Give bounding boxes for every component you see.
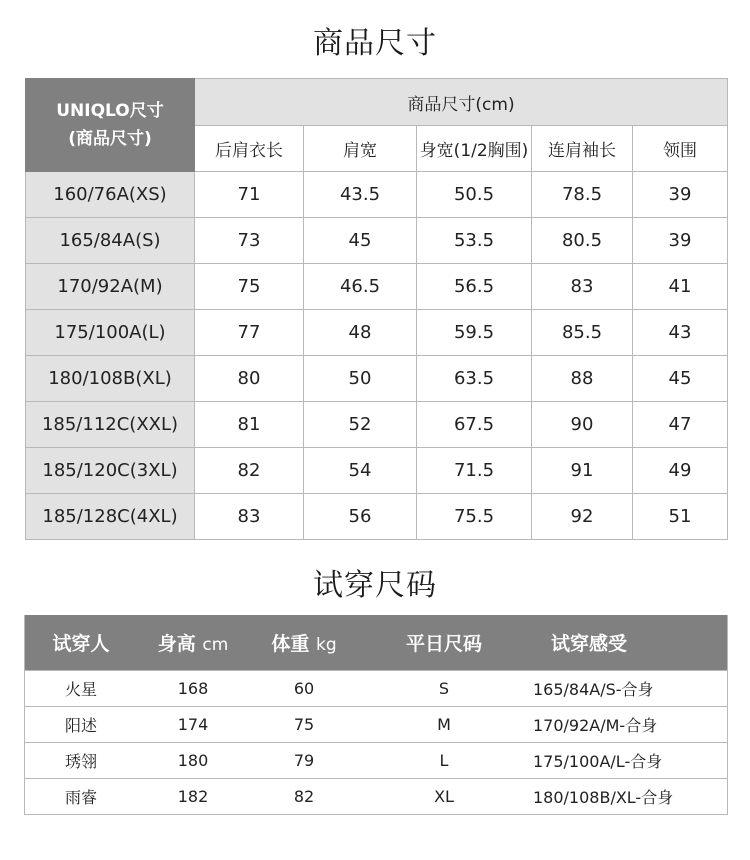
measurement-cell: 52 [304,402,417,448]
measurement-cell: 75 [195,264,304,310]
try-on-person: 琇翎 [64,752,97,771]
measurement-cell: 88 [532,356,633,402]
try-on-table [24,615,728,815]
try-on-row [25,742,727,778]
size-row [26,356,728,402]
measurement-cell: 90 [532,402,633,448]
measurement-cell: 67.5 [417,402,532,448]
measurement-cell: 39 [633,172,728,218]
try-on-usual-size: S [438,679,450,698]
measurement-cell: 50 [304,356,417,402]
measurement-cell: 80.5 [532,218,633,264]
size-row [26,172,728,218]
measurement-group-header: 商品尺寸(cm) [195,79,728,126]
measurement-cell: 80 [195,356,304,402]
try-on-height: 168 [177,679,209,698]
measurement-cell: 77 [195,310,304,356]
measurement-cell: 56.5 [417,264,532,310]
try-on-usual-size: M [437,715,451,734]
try-on-weight: 75 [293,715,315,734]
try-on-row [25,778,727,814]
measurement-cell: 56 [304,494,417,540]
size-column-header [26,79,195,172]
size-label: 165/84A(S) [26,218,195,264]
measurement-cell: 73 [195,218,304,264]
column-header-body-width: 身宽(1/2胸围) [417,126,532,172]
measurement-cell: 39 [633,218,728,264]
measurement-cell: 59.5 [417,310,532,356]
measurement-cell: 47 [633,402,728,448]
column-header-back-length: 后肩衣长 [195,126,304,172]
try-on-row [25,670,727,706]
try-on-header-row [25,615,727,670]
size-row [26,310,728,356]
header-height [137,629,249,656]
measurement-cell: 54 [304,448,417,494]
header-height-unit: cm [202,635,229,655]
measurement-cell: 43 [633,310,728,356]
try-on-feeling: 175/100A/L-合身 [533,752,663,771]
measurement-cell: 45 [304,218,417,264]
size-label: 185/120C(3XL) [26,448,195,494]
try-on-height: 182 [177,787,209,806]
try-on-person: 阳述 [64,716,97,735]
measurement-cell: 53.5 [417,218,532,264]
header-weight-unit: kg [316,635,337,655]
size-chart-table [25,78,728,540]
column-header-shoulder-width: 肩宽 [304,126,417,172]
try-on-person: 火星 [64,680,97,699]
header-height-label: 身高 [157,633,196,655]
column-header-neck: 领围 [633,126,728,172]
measurement-cell: 41 [633,264,728,310]
measurement-cell: 75.5 [417,494,532,540]
try-on-title: 试穿尺码 [313,568,437,603]
measurement-cell: 45 [633,356,728,402]
measurement-cell: 83 [532,264,633,310]
try-on-height: 180 [177,751,209,770]
try-on-weight: 60 [293,679,315,698]
measurement-cell: 50.5 [417,172,532,218]
measurement-cell: 51 [633,494,728,540]
size-row [26,218,728,264]
try-on-row [25,706,727,742]
size-header-line2: (商品尺寸) [68,129,152,149]
size-chart-title: 商品尺寸 [313,26,437,61]
measurement-cell: 82 [195,448,304,494]
size-header-line1: UNIQLO尺寸 [56,101,164,121]
size-row [26,402,728,448]
measurement-cell: 71.5 [417,448,532,494]
size-label: 185/128C(4XL) [26,494,195,540]
measurement-cell: 49 [633,448,728,494]
size-row [26,264,728,310]
try-on-usual-size: XL [434,787,454,806]
header-weight [249,629,359,656]
size-label: 160/76A(XS) [26,172,195,218]
measurement-cell: 83 [195,494,304,540]
measurement-cell: 78.5 [532,172,633,218]
size-label: 185/112C(XXL) [26,402,195,448]
try-on-weight: 79 [293,751,315,770]
try-on-feeling: 180/108B/XL-合身 [533,788,674,807]
try-on-usual-size: L [439,751,449,770]
measurement-cell: 91 [532,448,633,494]
header-weight-label: 体重 [271,633,310,655]
header-usual-size: 平日尺码 [405,633,482,655]
try-on-height: 174 [177,715,209,734]
column-header-sleeve-length: 连肩袖长 [532,126,633,172]
try-on-feeling: 165/84A/S-合身 [533,680,654,699]
measurement-cell: 46.5 [304,264,417,310]
size-label: 170/92A(M) [26,264,195,310]
header-feeling: 试穿感受 [551,633,628,655]
size-row [26,494,728,540]
size-row [26,448,728,494]
measurement-cell: 48 [304,310,417,356]
try-on-feeling: 170/92A/M-合身 [533,716,658,735]
try-on-person: 雨睿 [64,788,97,807]
size-label: 175/100A(L) [26,310,195,356]
measurement-cell: 81 [195,402,304,448]
header-person: 试穿人 [52,633,110,655]
measurement-cell: 43.5 [304,172,417,218]
measurement-cell: 92 [532,494,633,540]
measurement-cell: 63.5 [417,356,532,402]
measurement-cell: 85.5 [532,310,633,356]
try-on-weight: 82 [293,787,315,806]
size-label: 180/108B(XL) [26,356,195,402]
measurement-cell: 71 [195,172,304,218]
